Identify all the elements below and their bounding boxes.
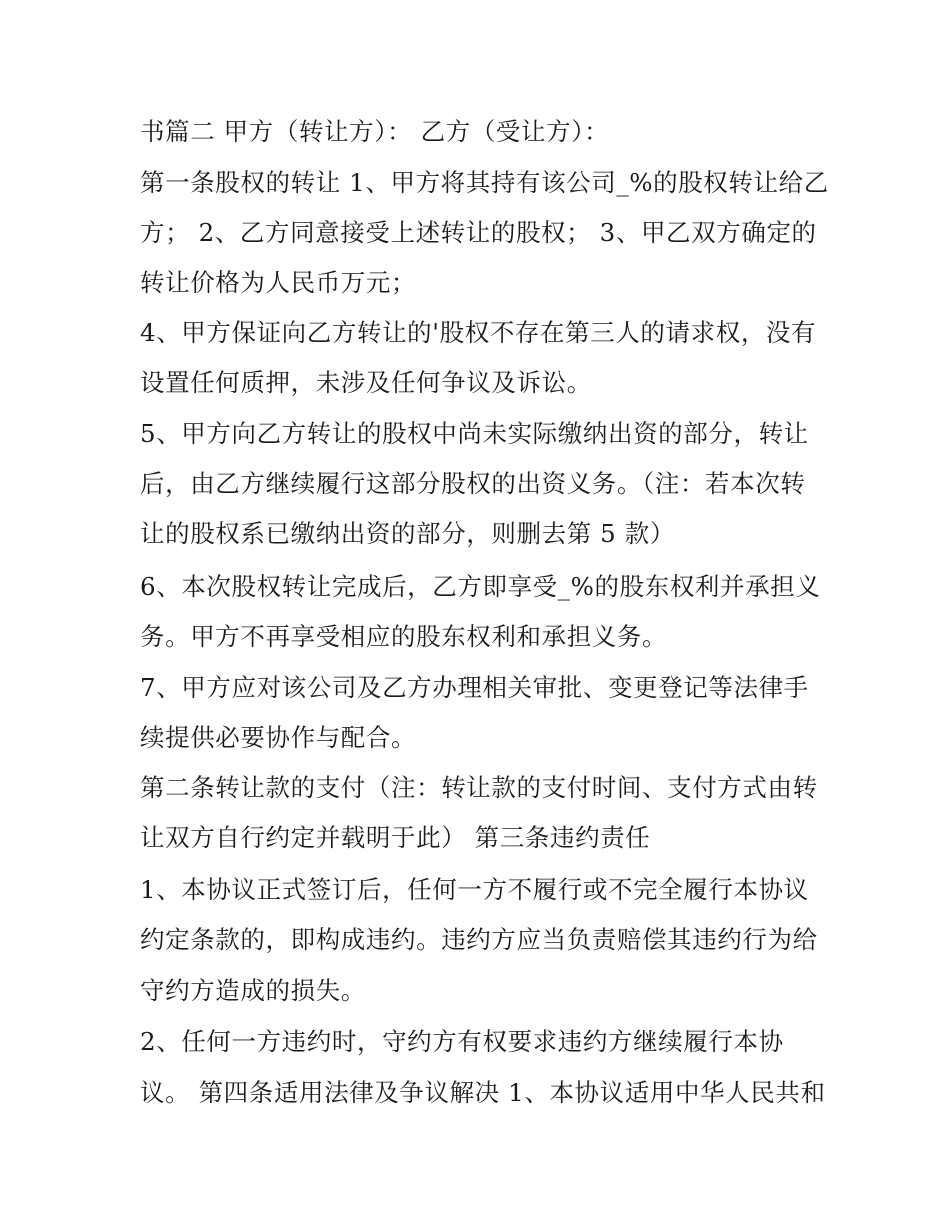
text-line: 书篇二 甲方（转让方）： 乙方（受让方）： xyxy=(140,117,610,146)
text-line: 1、本协议正式签订后，任何一方不履行或不完全履行本协议 xyxy=(140,875,809,904)
text-line: 设置任何质押，未涉及任何争议及诉讼。 xyxy=(140,368,592,397)
text-line: 后，由乙方继续履行这部分股权的出资义务。（注：若本次转 xyxy=(140,469,806,498)
text-line: 方； 2、乙方同意接受上述转让的股权； 3、甲乙双方确定的 xyxy=(140,218,817,247)
text-line: 议。 第四条适用法律及争议解决 1、本协议适用中华人民共和 xyxy=(140,1078,826,1107)
text-line: 第一条股权的转让 1、甲方将其持有该公司_%的股权转让给乙 xyxy=(140,168,829,197)
text-line: 务。甲方不再享受相应的股东权利和承担义务。 xyxy=(140,622,668,651)
text-line: 2、任何一方违约时，守约方有权要求违约方继续履行本协 xyxy=(140,1027,784,1056)
text-line: 让的股权系已缴纳出资的部分，则删去第 5 款） xyxy=(140,519,675,548)
text-line: 7、甲方应对该公司及乙方办理相关审批、变更登记等法律手 xyxy=(140,673,809,702)
text-line: 第二条转让款的支付（注：转让款的支付时间、支付方式由转 xyxy=(140,773,818,802)
text-line: 4、甲方保证向乙方转让的'股权不存在第三人的请求权，没有 xyxy=(140,318,817,347)
text-line: 6、本次股权转让完成后，乙方即享受_%的股东权利并承担义 xyxy=(140,572,821,601)
text-line: 转让价格为人民币万元； xyxy=(140,268,417,297)
text-line: 守约方造成的损失。 xyxy=(140,976,366,1005)
text-line: 5、甲方向乙方转让的股权中尚未实际缴纳出资的部分，转让 xyxy=(140,419,809,448)
text-line: 续提供必要协作与配合。 xyxy=(140,723,417,752)
text-line: 让双方自行约定并载明于此） 第三条违约责任 xyxy=(140,823,651,852)
text-line: 约定条款的，即构成违约。违约方应当负责赔偿其违约行为给 xyxy=(140,925,818,954)
